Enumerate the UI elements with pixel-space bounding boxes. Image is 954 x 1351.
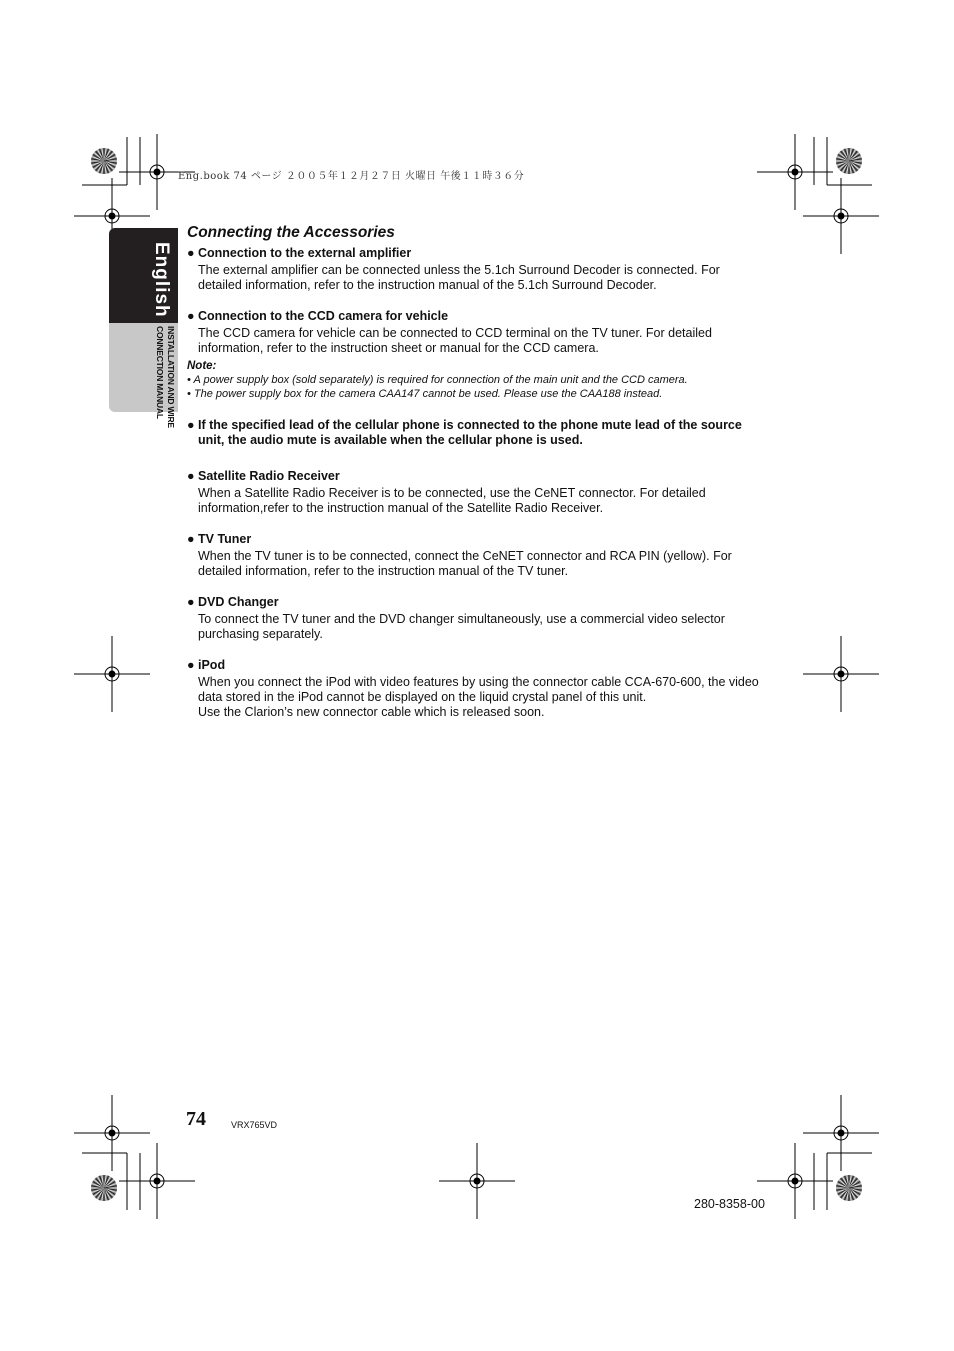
- model-code: VRX765VD: [231, 1120, 278, 1130]
- bullet-icon: ●: [187, 246, 195, 260]
- item-heading: Connection to the CCD camera for vehicle: [198, 309, 449, 323]
- body-line: Use the Clarion’s new connector cable which is released soon.: [198, 705, 545, 719]
- page-number: 74: [186, 1108, 206, 1130]
- item-body: [198, 486, 772, 516]
- item-heading: iPod: [198, 658, 226, 672]
- body-line: To connect the TV tuner and the DVD changer simultaneously, use a commercial video selector: [198, 612, 725, 626]
- section-label: [154, 326, 176, 428]
- item-heading: DVD Changer: [198, 595, 279, 609]
- body-line: purchasing separately.: [198, 627, 323, 641]
- body-line: The CCD camera for vehicle can be connected to CCD terminal on the TV tuner. For detailed: [198, 326, 712, 340]
- item-body: [198, 549, 772, 579]
- item-ccd-camera: [187, 309, 772, 356]
- item-dvd-changer: [187, 595, 772, 642]
- notice-line: unit, the audio mute is available when the cellular phone is used.: [198, 433, 583, 447]
- body-line: detailed information, refer to the instruction manual of the 5.1ch Surround Decoder.: [198, 278, 657, 292]
- main-content: [187, 224, 772, 720]
- item-heading: Satellite Radio Receiver: [198, 469, 340, 483]
- bullet-icon: ●: [187, 658, 195, 672]
- item-tv-tuner: [187, 532, 772, 579]
- bullet-icon: ●: [187, 595, 195, 609]
- body-line: information,refer to the instruction manual of the Satellite Radio Receiver.: [198, 501, 604, 515]
- section-title: Connecting the Accessories: [187, 224, 395, 241]
- item-ipod: [187, 658, 772, 720]
- section-label-line1: INSTALLATION AND WIRE: [166, 326, 176, 428]
- note-label: Note:: [187, 360, 217, 372]
- note-line: • A power supply box (sold separately) is required for connection of the main unit and the CCD camera.: [187, 374, 688, 386]
- document-code: 280-8358-00: [694, 1197, 765, 1211]
- body-line: detailed information, refer to the instruction manual of the TV tuner.: [198, 564, 569, 578]
- phone-mute-notice: [187, 418, 772, 448]
- section-label-line2: CONNECTION MANUAL: [155, 326, 165, 419]
- body-line: When you connect the iPod with video features by using the connector cable CCA-670-600, the video: [198, 675, 759, 689]
- language-label: English: [151, 242, 172, 318]
- bullet-icon: ●: [187, 532, 195, 546]
- item-external-amplifier: [187, 246, 772, 293]
- bullet-icon: ●: [187, 469, 195, 483]
- note-line: • The power supply box for the camera CAA147 cannot be used. Please use the CAA188 instead.: [187, 388, 663, 400]
- body-line: information, refer to the instruction sheet or manual for the CCD camera.: [198, 341, 599, 355]
- item-satellite-radio: [187, 469, 772, 516]
- body-line: When the TV tuner is to be connected, connect the CeNET connector and RCA PIN (yellow). For: [198, 549, 732, 563]
- item-heading: Connection to the external amplifier: [198, 246, 412, 260]
- item-body: [198, 675, 772, 720]
- item-body: [198, 263, 772, 293]
- item-body: [198, 326, 772, 356]
- body-line: data stored in the iPod cannot be displayed on the liquid crystal panel of this unit.: [198, 690, 647, 704]
- print-header: Eng.book 74 ページ ２００５年１２月２７日 火曜日 午後１１時３６分: [178, 171, 525, 182]
- bullet-icon: ●: [187, 309, 195, 323]
- notice-line: If the specified lead of the cellular phone is connected to the phone mute lead of the source: [198, 418, 742, 432]
- item-body: [198, 612, 772, 642]
- item-heading: TV Tuner: [198, 532, 252, 546]
- bullet-icon: ●: [187, 418, 195, 432]
- body-line: When a Satellite Radio Receiver is to be connected, use the CeNET connector. For detailed: [198, 486, 706, 500]
- body-line: The external amplifier can be connected unless the 5.1ch Surround Decoder is connected. For: [198, 263, 720, 277]
